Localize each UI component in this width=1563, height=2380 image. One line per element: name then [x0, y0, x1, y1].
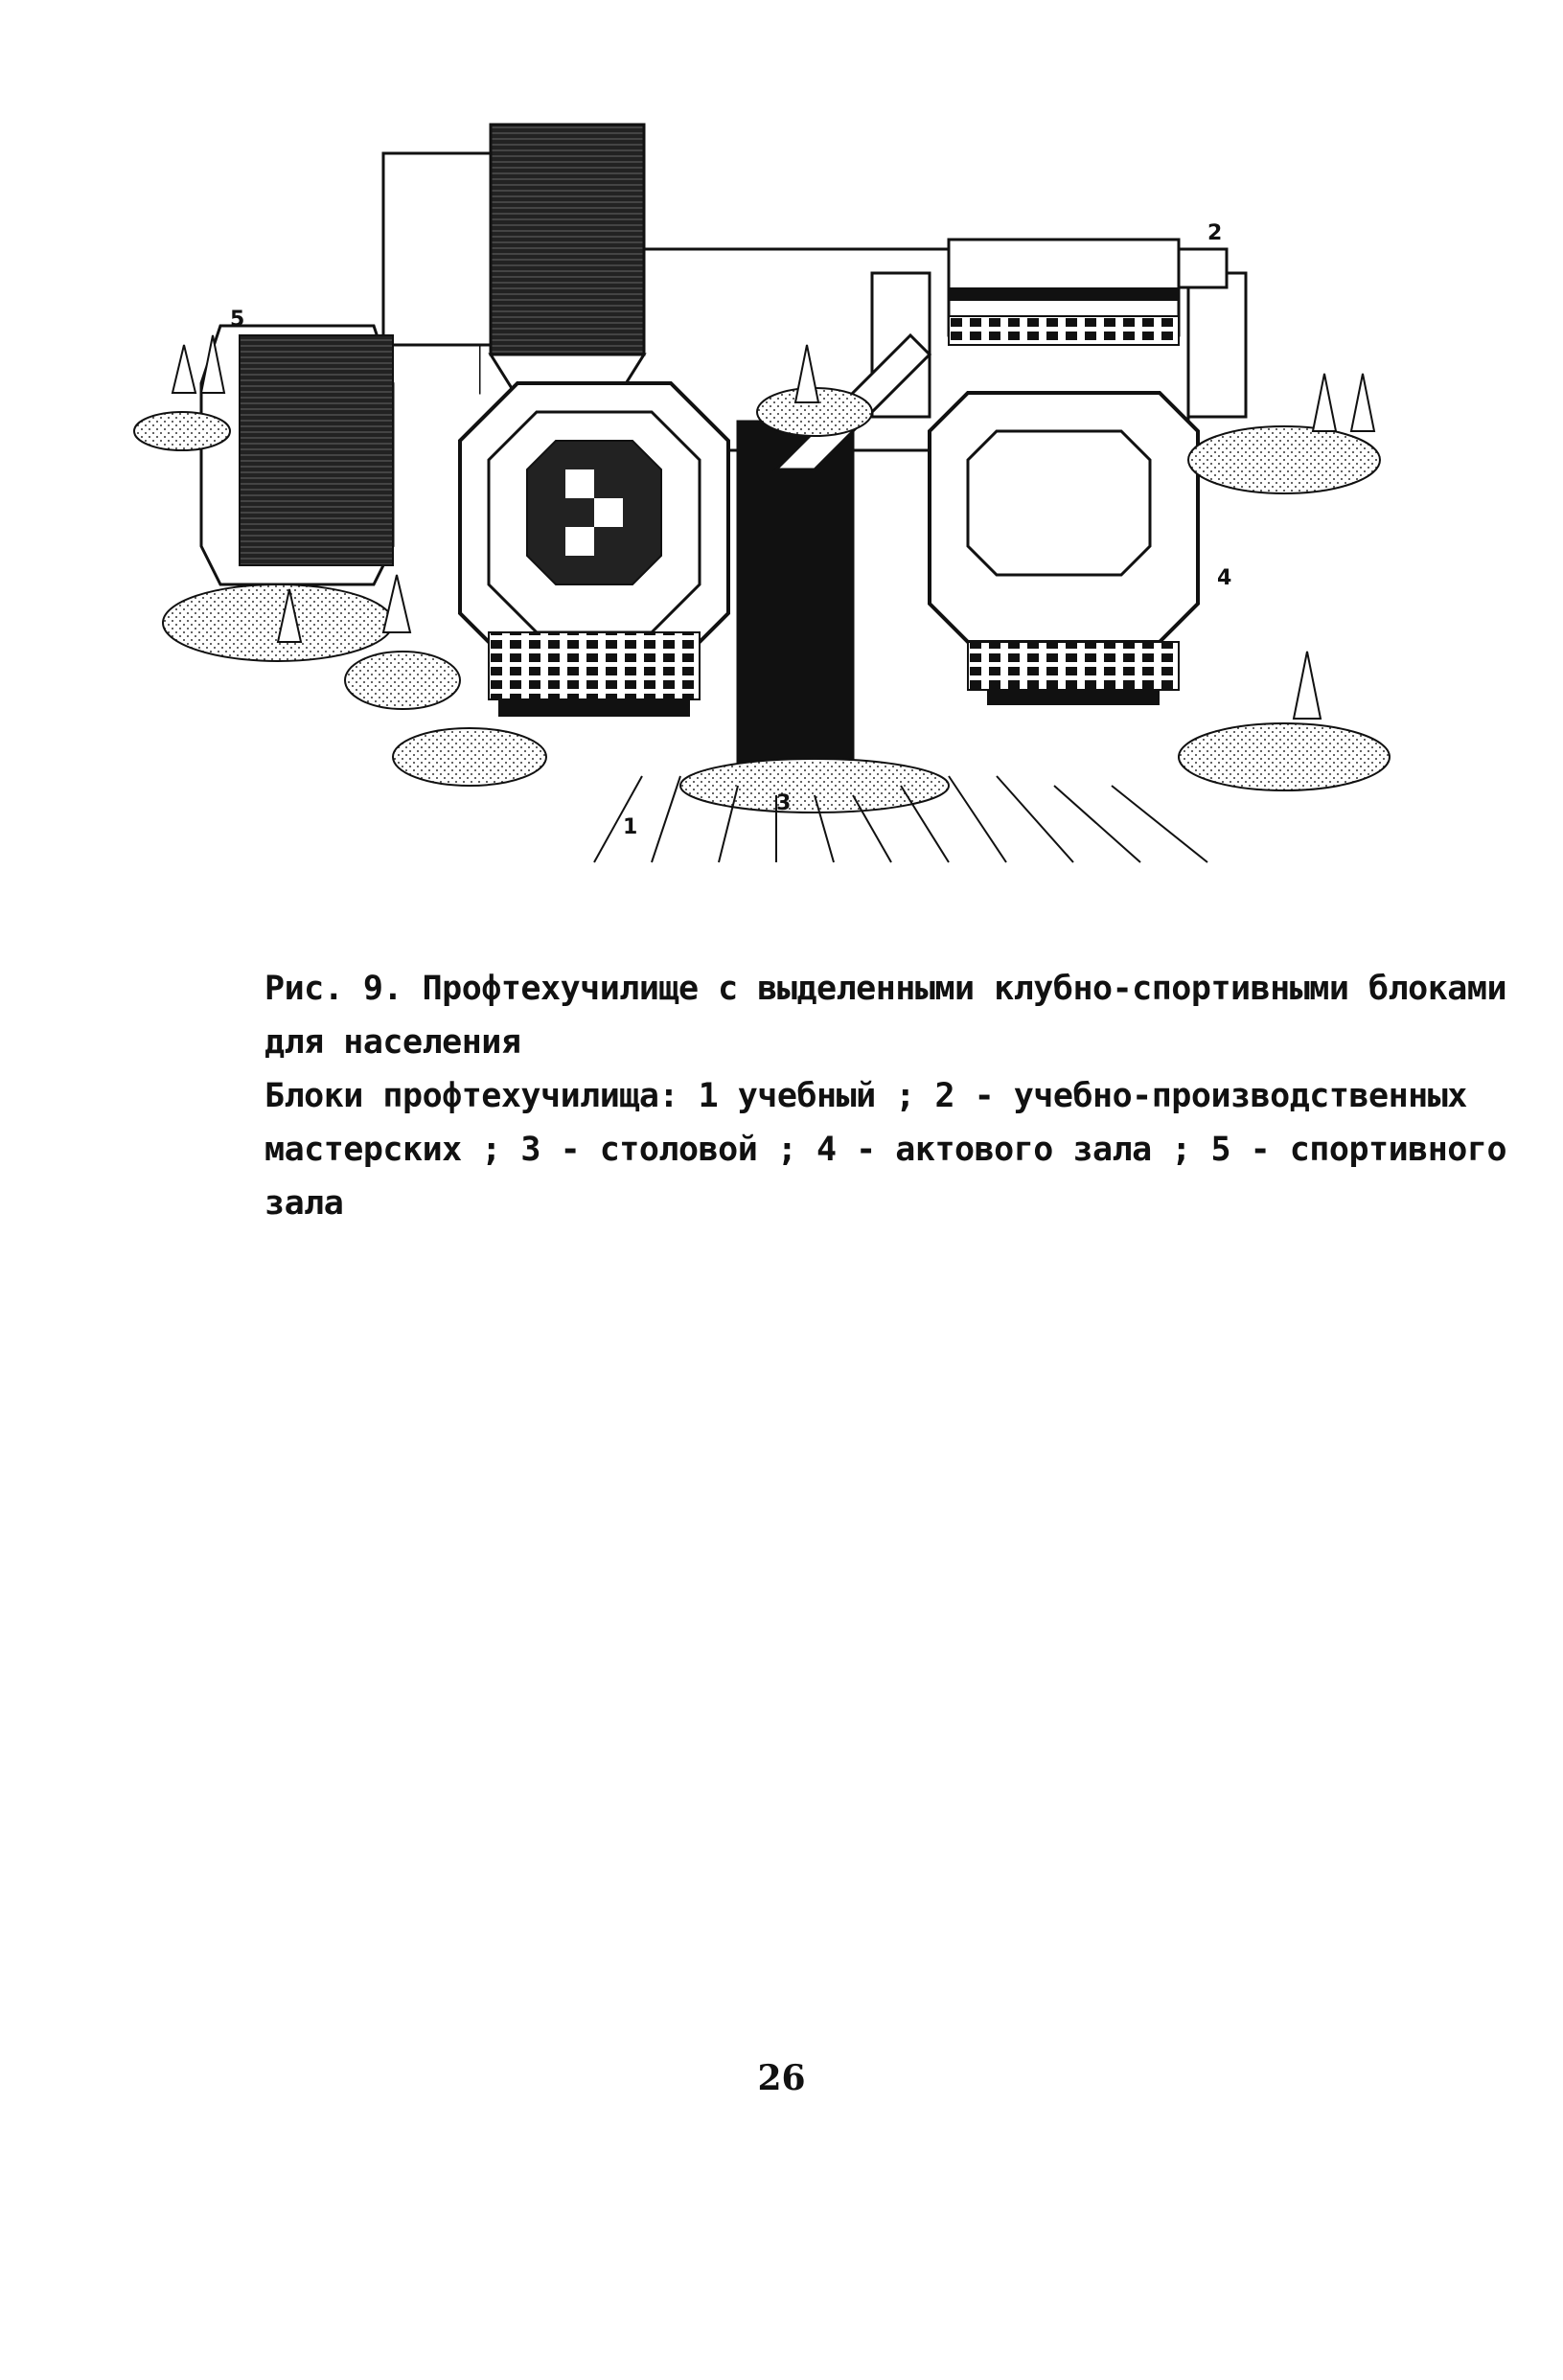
caption-title: Рис. 9. Профтехучилище с выделенными клубно-спортивными блоками для населения — [264, 970, 1507, 1062]
page-number: 26 — [757, 2058, 806, 2098]
label-5: 5 — [230, 308, 245, 332]
label-4: 4 — [1217, 566, 1232, 590]
caption-legend: Блоки профтехучилища: 1 учебный ; 2 - учебно-производственных мастерских ; 3 - столовой ; 4 - актового зала ; 5 - спортивного зала — [264, 1077, 1507, 1223]
building-complex-drawing — [230, 182, 1524, 910]
label-2: 2 — [1207, 221, 1223, 245]
assembly-hall-block — [930, 393, 1198, 705]
sports-hall-block — [201, 326, 393, 584]
label-3: 3 — [776, 791, 792, 815]
rear-wall — [383, 153, 491, 345]
label-1: 1 — [623, 815, 638, 839]
teaching-block — [460, 383, 728, 717]
figure-caption — [264, 962, 1510, 1230]
figure-illustration — [230, 182, 1524, 910]
